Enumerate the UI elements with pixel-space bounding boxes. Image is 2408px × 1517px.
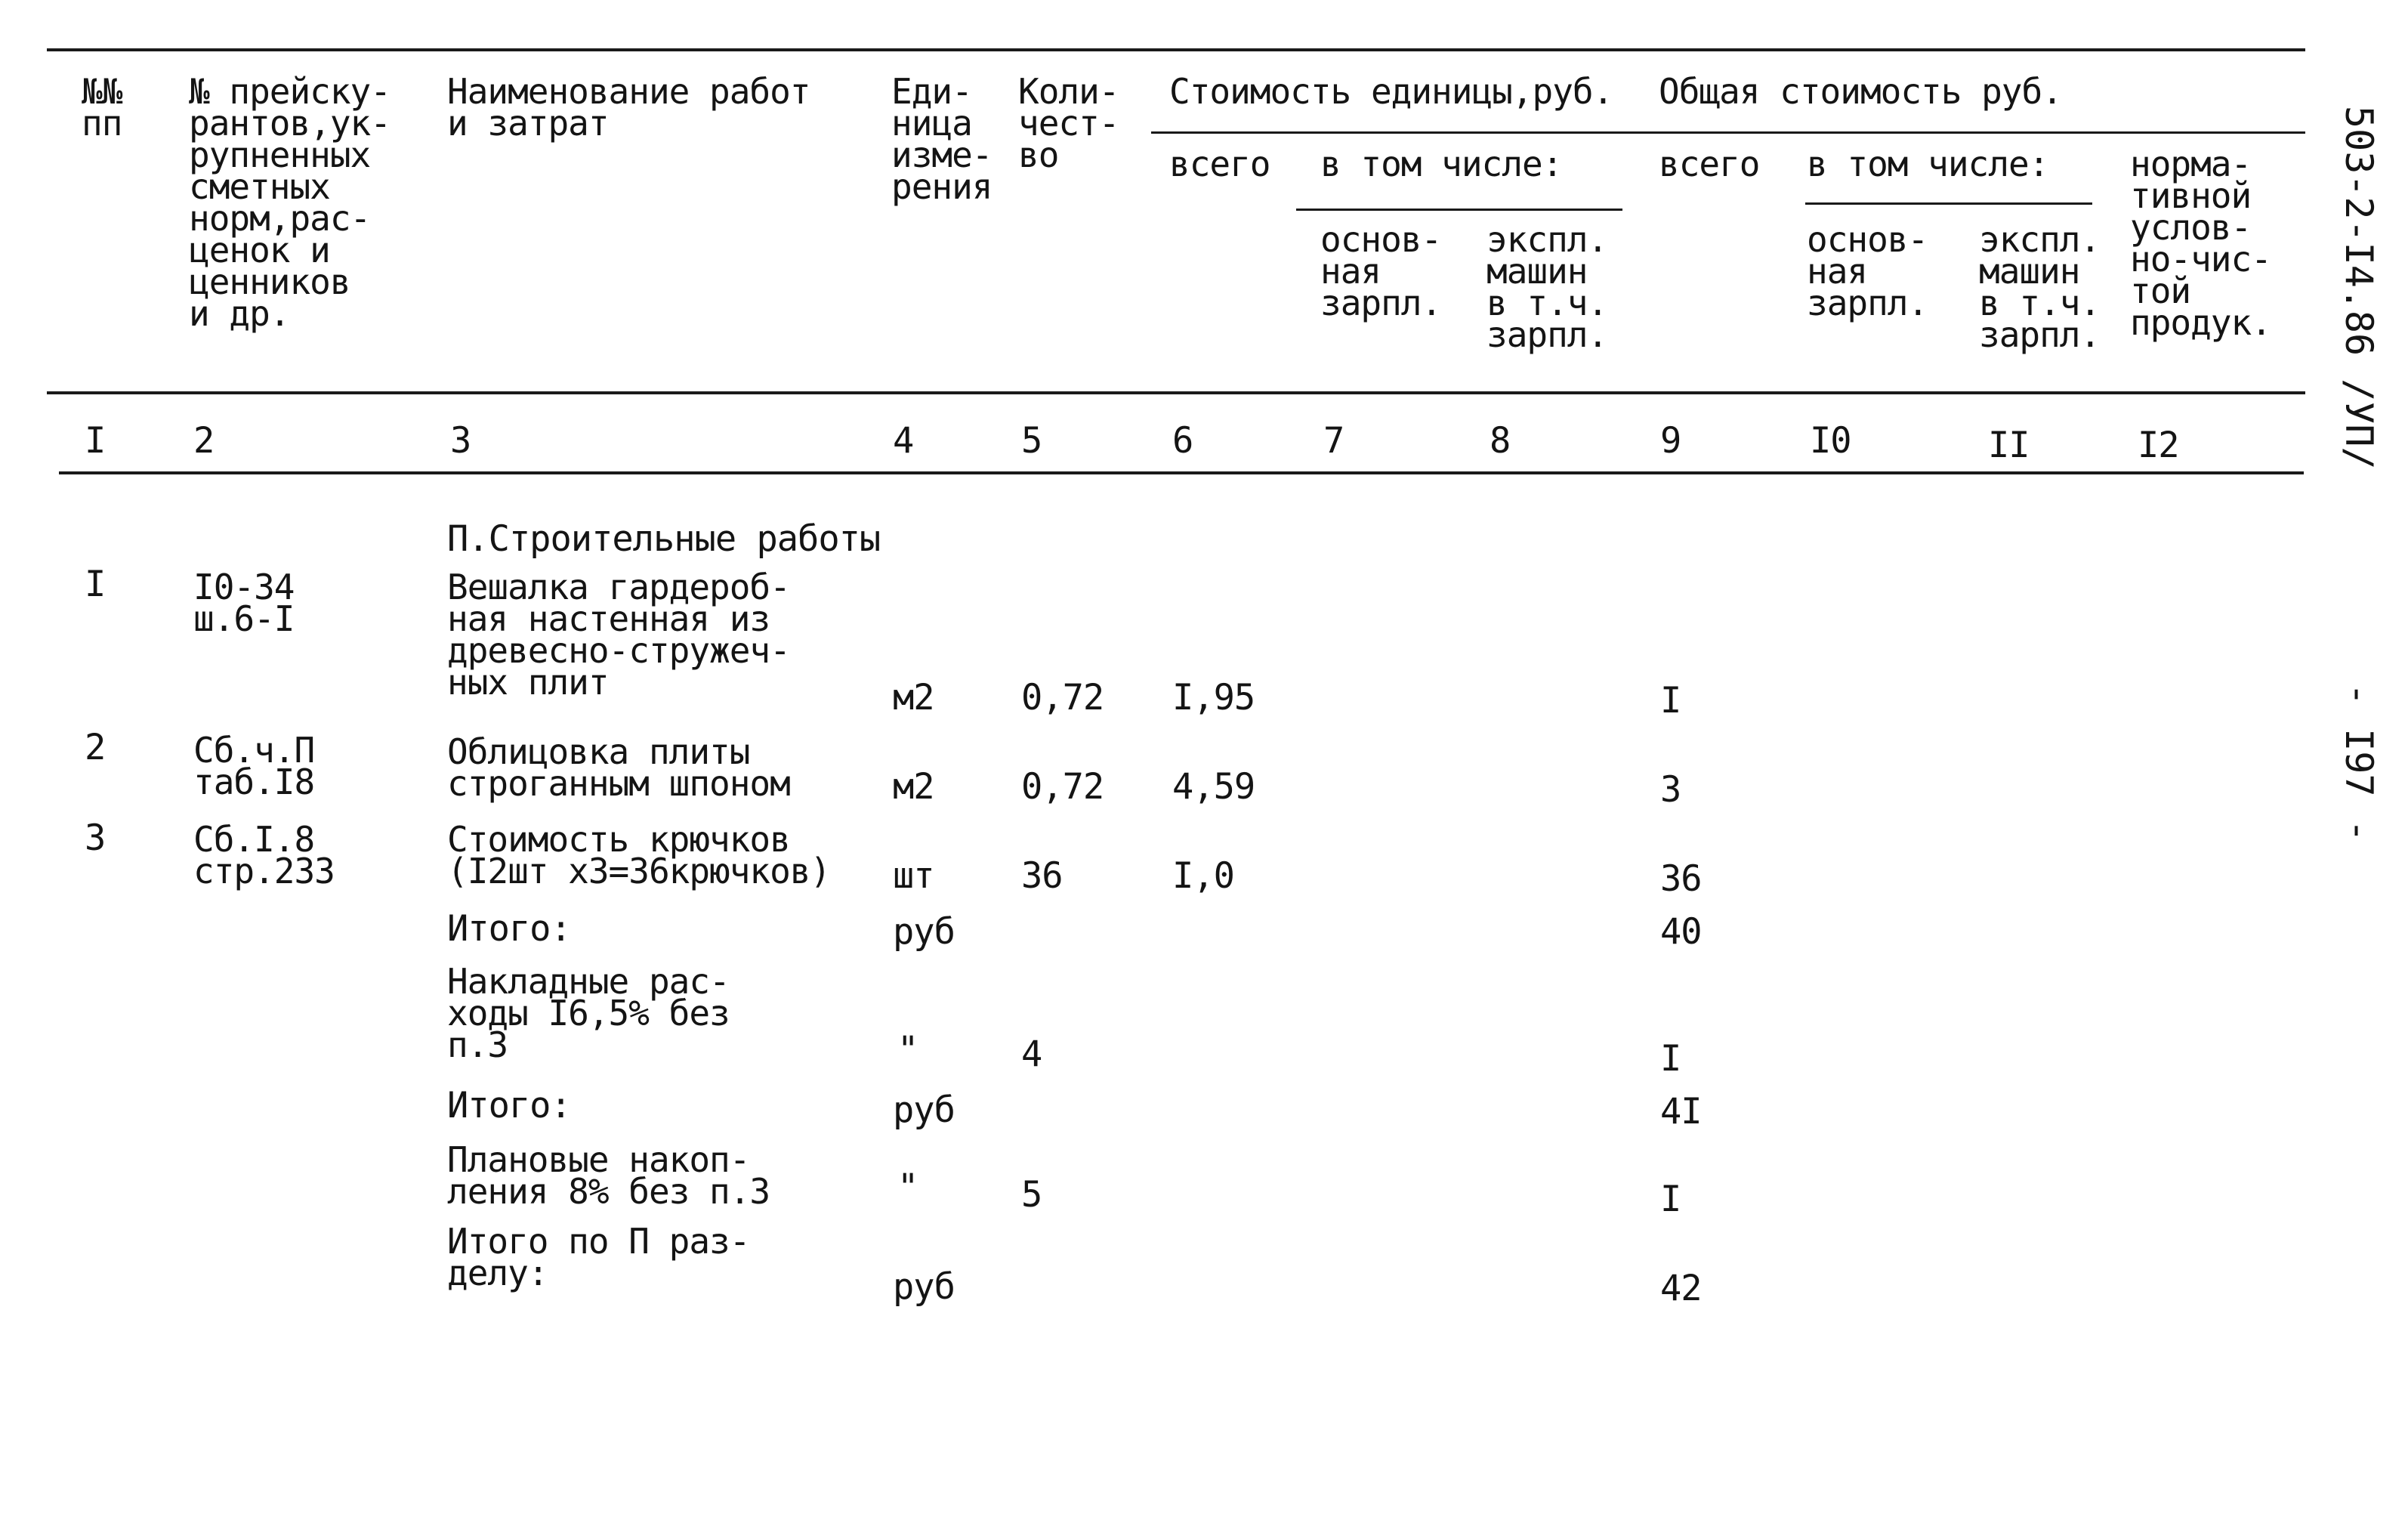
header-total-machine-operation: экспл. машин в т.ч. зарпл. [1979, 219, 2101, 355]
col-number: 6 [1172, 420, 1193, 462]
col-number: II [1988, 425, 2030, 466]
row-quantity: 0,72 [1021, 677, 1104, 718]
document-code: 503-2-I4.86 /УП/ [2337, 106, 2381, 470]
col-number: 8 [1490, 420, 1511, 462]
row-number: 2 [85, 727, 106, 768]
header-total-cost: Общая стоимость руб. [1659, 71, 2062, 112]
row-name: Накладные рас- ходы I6,5% без п.3 [447, 961, 730, 1065]
row-quantity: 4 [1021, 1033, 1042, 1075]
row-unit-price: I,0 [1172, 855, 1234, 897]
header-unit-total: всего [1169, 144, 1270, 184]
header-col-unit: Еди- ница изме- рения [891, 71, 993, 207]
row-name: Плановые накоп- ления 8% без п.3 [447, 1139, 770, 1212]
row-unit: шт [893, 855, 934, 897]
section-title: П.Строительные работы [447, 518, 881, 560]
row-unit: " [897, 1166, 918, 1208]
header-col-number: №№ пп [82, 71, 122, 144]
col-number: 5 [1021, 420, 1042, 462]
col-number: 9 [1660, 420, 1681, 462]
col-number: 4 [893, 420, 914, 462]
table-top-rule [47, 48, 2305, 51]
row-quantity: 0,72 [1021, 766, 1104, 808]
row-unit: " [897, 1029, 918, 1071]
page-number: - I97 - [2337, 683, 2381, 842]
row-code: I0-34 ш.6-I [193, 567, 295, 639]
header-col-name: Наименование работ и затрат [447, 71, 810, 144]
row-number: 3 [85, 817, 106, 859]
col-number: 3 [450, 420, 471, 462]
col-number: 7 [1323, 420, 1344, 462]
row-unit: м2 [893, 766, 934, 808]
row-unit: м2 [893, 677, 934, 718]
row-name: Итого: [447, 1085, 571, 1126]
row-total: 4I [1660, 1091, 1702, 1132]
row-name: Вешалка гардероб- ная настенная из древесно-стружеч- ных плит [447, 567, 790, 703]
header-unit-cost: Стоимость единицы,руб. [1169, 71, 1613, 112]
col-number: I2 [2138, 425, 2179, 466]
row-name: Облицовка плиты строганным шпоном [447, 731, 790, 804]
row-total: I [1660, 1179, 1681, 1220]
header-total-basic-wage: основ- ная зарпл. [1807, 219, 1928, 323]
row-number: I [85, 564, 106, 605]
header-unit-including: в том числе: [1320, 144, 1563, 184]
header-unit-machine-operation: экспл. машин в т.ч. зарпл. [1486, 219, 1608, 355]
row-unit-price: 4,59 [1172, 766, 1255, 808]
row-name: Итого: [447, 908, 571, 950]
header-col-pricelist: № прейску- рантов,ук- рупненных сметных норм,рас- ценок и ценников и др. [189, 71, 391, 334]
col-numbers-rule [59, 471, 2304, 474]
row-total: I [1660, 680, 1681, 721]
row-quantity: 36 [1021, 855, 1063, 897]
row-total: 36 [1660, 858, 1702, 900]
col-number: 2 [193, 420, 215, 462]
row-total: 3 [1660, 769, 1681, 811]
row-name: Стоимость крючков (I2шт х3=36крючков) [447, 819, 831, 891]
row-code: Сб.ч.П таб.I8 [193, 730, 315, 802]
row-name: Итого по П раз- делу: [447, 1221, 750, 1293]
row-total: 40 [1660, 911, 1702, 953]
row-quantity: 5 [1021, 1174, 1042, 1216]
row-unit-price: I,95 [1172, 677, 1255, 718]
header-normative-product: норма- тивной услов- но-чис- той продук. [2130, 144, 2271, 343]
total-cost-subgroup-rule [1805, 202, 2092, 205]
row-unit: руб [893, 1266, 955, 1308]
row-code: Сб.I.8 стр.233 [193, 819, 335, 891]
col-number: I0 [1810, 420, 1851, 462]
header-bottom-rule [47, 391, 2305, 394]
header-unit-basic-wage: основ- ная зарпл. [1320, 219, 1442, 323]
row-total: 42 [1660, 1268, 1702, 1309]
unit-cost-group-rule [1151, 131, 2305, 134]
row-unit: руб [893, 1089, 955, 1131]
row-unit: руб [893, 911, 955, 953]
unit-cost-subgroup-rule [1296, 209, 1622, 211]
col-number: I [85, 420, 106, 462]
header-total-total: всего [1659, 144, 1760, 184]
header-total-including: в том числе: [1807, 144, 2049, 184]
row-total: I [1660, 1038, 1681, 1080]
header-col-quantity: Коли- чест- во [1018, 71, 1119, 175]
